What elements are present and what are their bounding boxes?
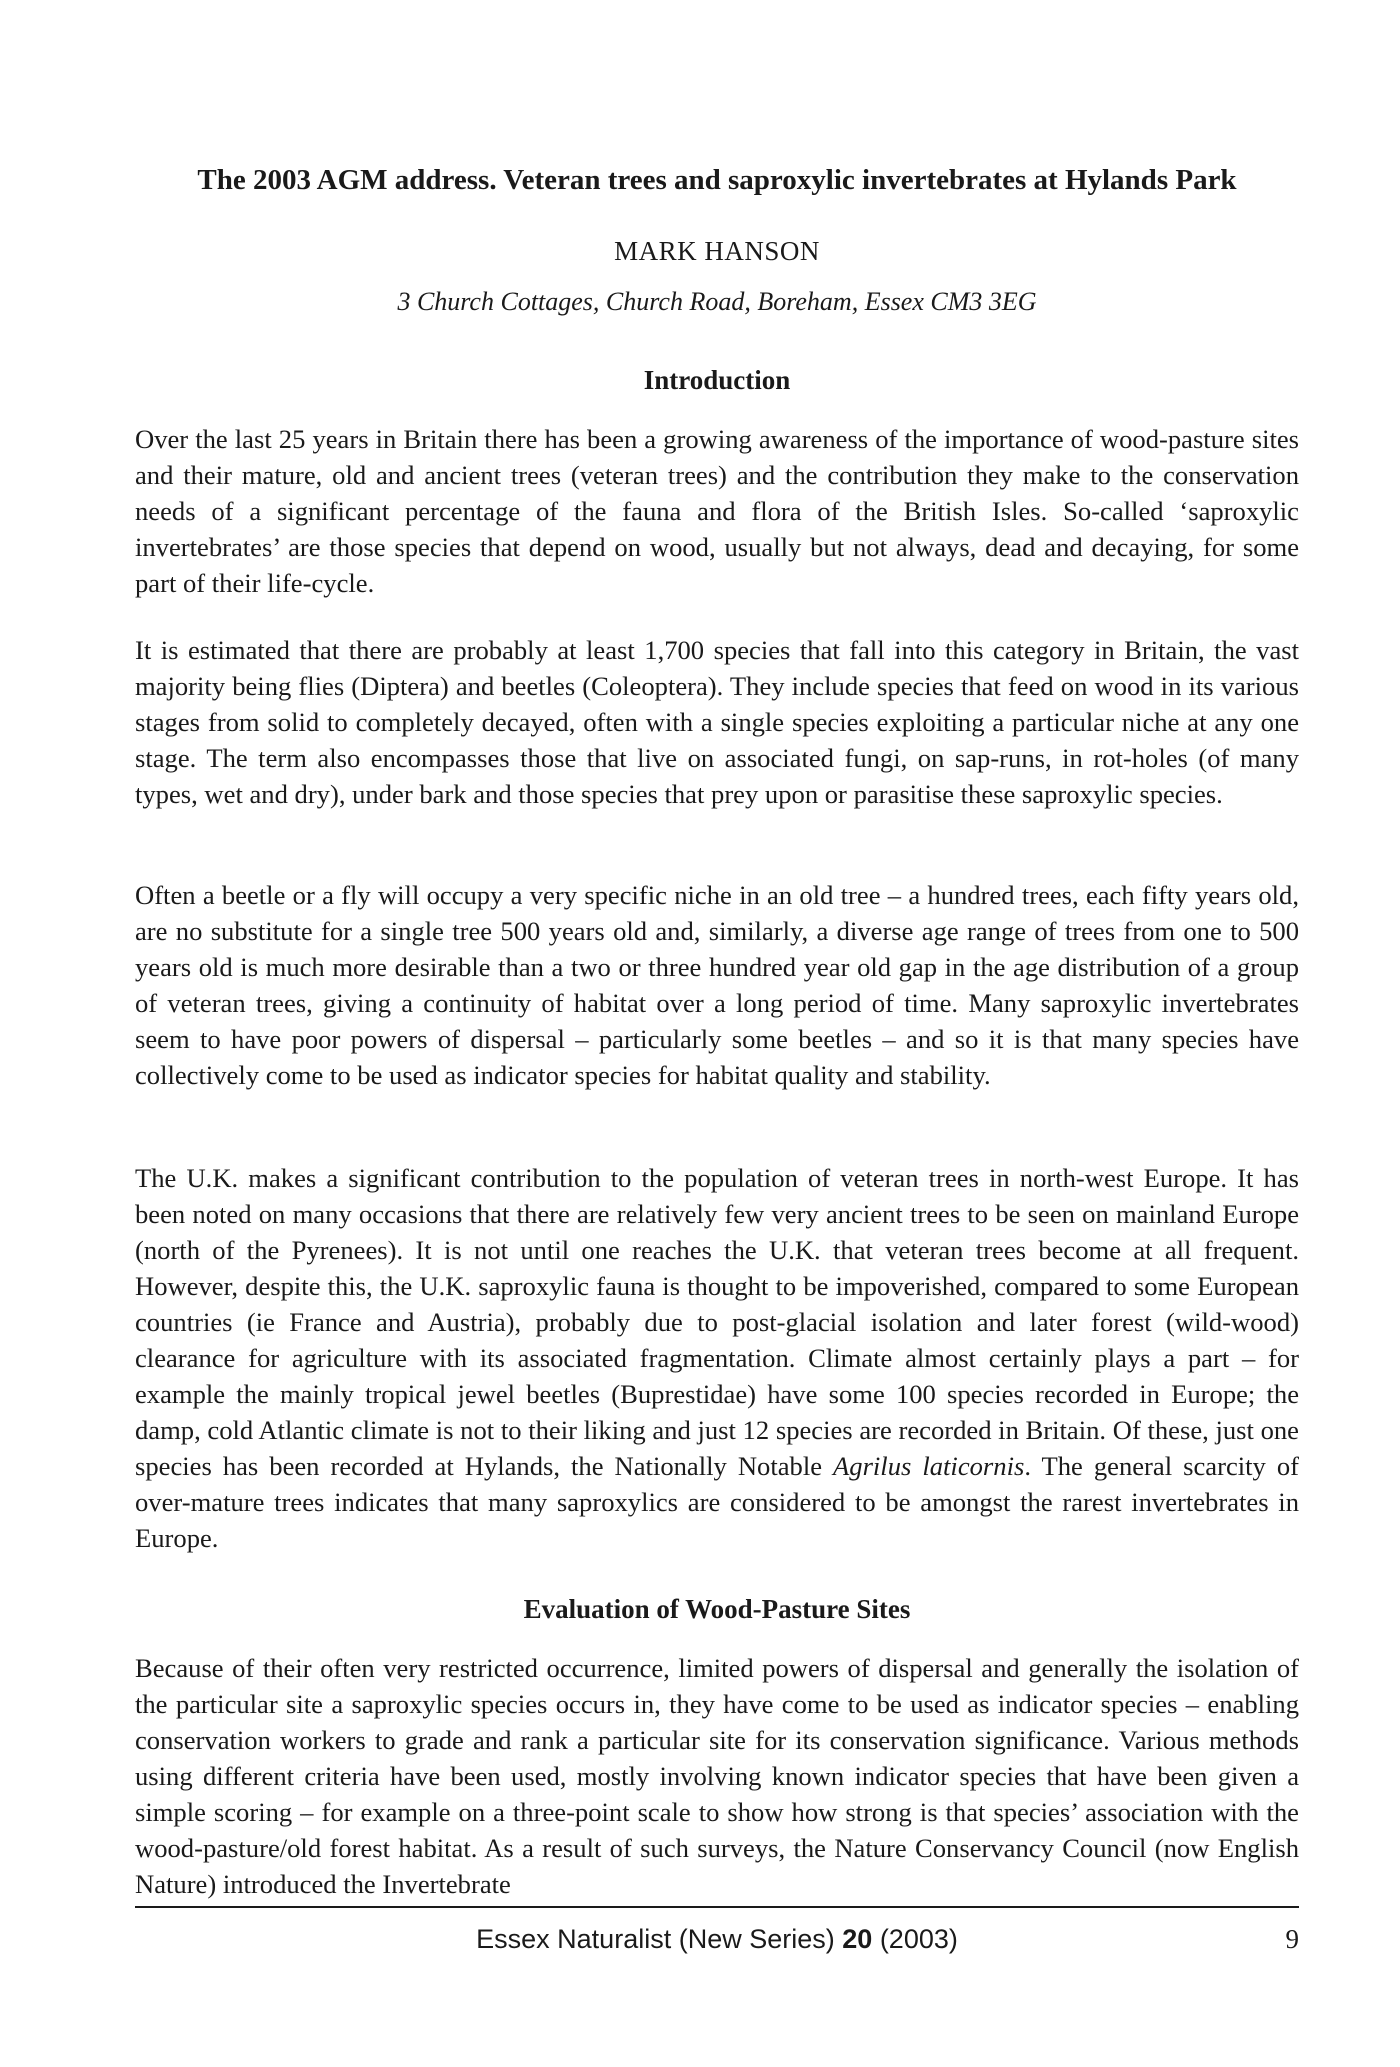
footer-journal: Essex Naturalist (New Series) <box>476 1924 835 1954</box>
footer-divider <box>135 1906 1299 1908</box>
paragraph-intro-1: Over the last 25 years in Britain there has been a growing awareness of the importance of wood-pasture sites and their mature, old and ancient trees (veteran trees) and the contribution they make to the conservation needs of a significant percentage of the fauna and flora of the British Isles. So-called ‘saproxylic invertebrates’ are those species that depend on wood, usually but not always, dead and decaying, for some part of their life-cycle. <box>135 424 1299 598</box>
section-heading-introduction: Introduction <box>643 365 791 395</box>
paragraph-intro-4-end: . The general scarcity of over-mature trees indicates that many saproxylics are considered to be amongst the rarest invertebrates in Europe. <box>135 1451 1299 1553</box>
paragraph-intro-4-text: The U.K. makes a significant contribution to the population of veteran trees in north-west Europe. It has been noted on many occasions that there are relatively few very ancient trees to be seen on mainland Europe (north of the Pyrenees). It is not until one reaches the U.K. that veteran trees become at all frequent. However, despite this, the U.K. saproxylic fauna is thought to be impoverished, compared to some European countries (ie France and Austria), probably due to post-glacial isolation and later forest (wild-wood) clearance for agriculture with its associated fragmentation. Climate almost certainly plays a part – for example the mainly tropical jewel beetles (Buprestidae) have some 100 species recorded in Europe; the damp, cold Atlantic climate is not to their liking and just 12 species are recorded in Britain. Of these, just one species has been recorded at Hylands, the Nationally Notable <box>135 1163 1299 1481</box>
author-affiliation: 3 Church Cottages, Church Road, Boreham, Essex CM3 3EG <box>397 287 1037 316</box>
article-title: The 2003 AGM address. Veteran trees and saproxylic invertebrates at Hylands Park <box>197 164 1237 196</box>
page-number: 9 <box>1285 1924 1299 1954</box>
footer-citation <box>135 1922 1299 1956</box>
paragraph-intro-3: Often a beetle or a fly will occupy a very specific niche in an old tree – a hundred trees, each fifty years old, are no substitute for a single tree 500 years old and, similarly, a diverse age range of trees from one to 500 years old is much more desirable than a two or three hundred year old gap in the age distribution of a group of veteran trees, giving a continuity of habitat over a long period of time. Many saproxylic invertebrates seem to have poor powers of dispersal – particularly some beetles – and so it is that many species have collectively come to be used as indicator species for habitat quality and stability. <box>135 880 1299 1090</box>
paragraph-intro-4 <box>135 1160 1299 1556</box>
footer-volume: 20 <box>842 1924 873 1954</box>
paragraph-evaluation-1: Because of their often very restricted occurrence, limited powers of dispersal and generally the isolation of the particular site a saproxylic species occurs in, they have come to be used as indicator species – enabling conservation workers to grade and rank a particular site for its conservation significance. Various methods using different criteria have been used, mostly involving known indicator species that have been given a simple scoring – for example on a three-point scale to show how strong is that species’ association with the wood-pasture/old forest habitat. As a result of such surveys, the Nature Conservancy Council (now English Nature) introduced the Invertebrate <box>135 1653 1299 1899</box>
footer-year: (2003) <box>879 1924 958 1954</box>
paragraph-intro-2: It is estimated that there are probably at least 1,700 species that fall into this category in Britain, the vast majority being flies (Diptera) and beetles (Coleoptera). They include species that feed on wood in its various stages from solid to completely decayed, often with a single species exploiting a particular niche at any one stage. The term also encompasses those that live on associated fungi, on sap-runs, in rot-holes (of many types, wet and dry), under bark and those species that prey upon or parasitise these saproxylic species. <box>135 635 1299 809</box>
article-author: MARK HANSON <box>614 236 820 266</box>
section-heading-evaluation: Evaluation of Wood-Pasture Sites <box>523 1594 911 1624</box>
species-name-agrilus: Agrilus laticornis <box>833 1451 1025 1481</box>
